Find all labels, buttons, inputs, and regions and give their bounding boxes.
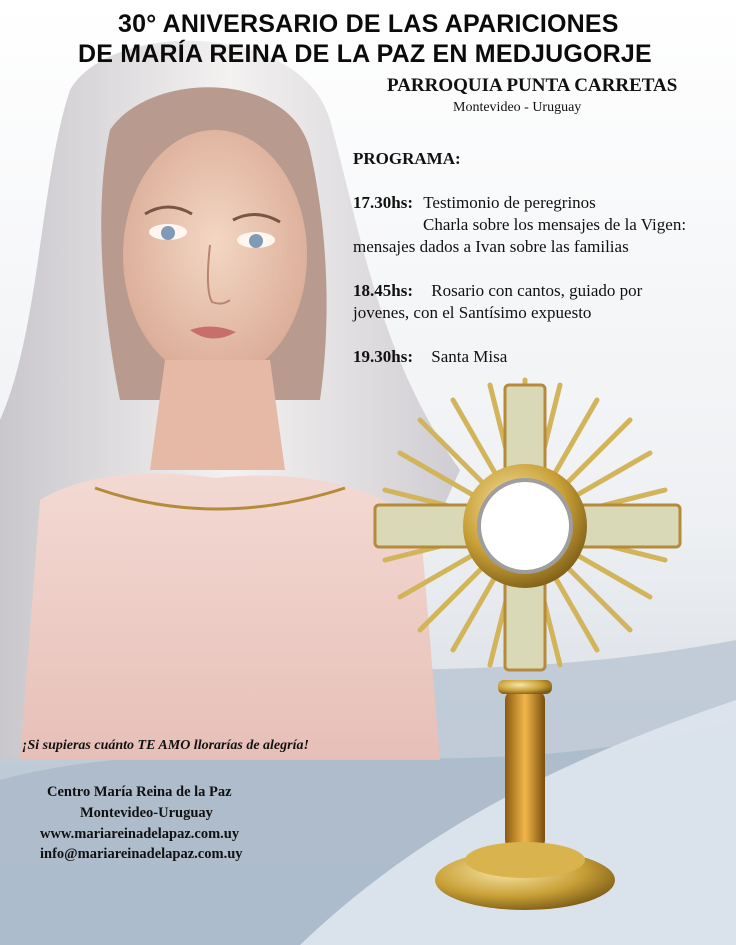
title-line-1: 30° ANIVERSARIO DE LAS APARICIONES — [118, 10, 619, 38]
program-text: Testimonio de peregrinos — [423, 193, 596, 212]
program-text: Charla sobre los mensajes de la Vigen: — [423, 215, 687, 234]
program-heading: PROGRAMA: — [353, 149, 461, 168]
contact-city: Montevideo-Uruguay — [80, 805, 213, 821]
program-time: 18.45hs: — [353, 281, 413, 300]
parish-name: PARROQUIA PUNTA CARRETAS — [387, 75, 678, 96]
contact-org: Centro María Reina de la Paz — [47, 784, 232, 800]
program-text: jovenes, con el Santísimo expuesto — [353, 303, 592, 322]
contact-email-link[interactable]: info@mariareinadelapaz.com.uy — [40, 846, 243, 862]
program — [353, 148, 733, 368]
program-text: Santa Misa — [431, 347, 508, 366]
parish-city: Montevideo - Uruguay — [453, 100, 582, 115]
program-text: Rosario con cantos, guiado por — [431, 281, 643, 300]
program-time: 19.30hs: — [353, 347, 413, 366]
program-time: 17.30hs: — [353, 193, 413, 212]
contact-web-link[interactable]: www.mariareinadelapaz.com.uy — [40, 826, 240, 842]
program-text: mensajes dados a Ivan sobre las familias — [353, 237, 629, 256]
program-item — [353, 192, 733, 214]
program-item — [353, 346, 733, 368]
slogan: ¡Si supieras cuánto TE AMO llorarías de alegría! — [22, 738, 309, 753]
program-item — [353, 280, 733, 302]
title-line-2: DE MARÍA REINA DE LA PAZ EN MEDJUGORJE — [78, 40, 652, 68]
